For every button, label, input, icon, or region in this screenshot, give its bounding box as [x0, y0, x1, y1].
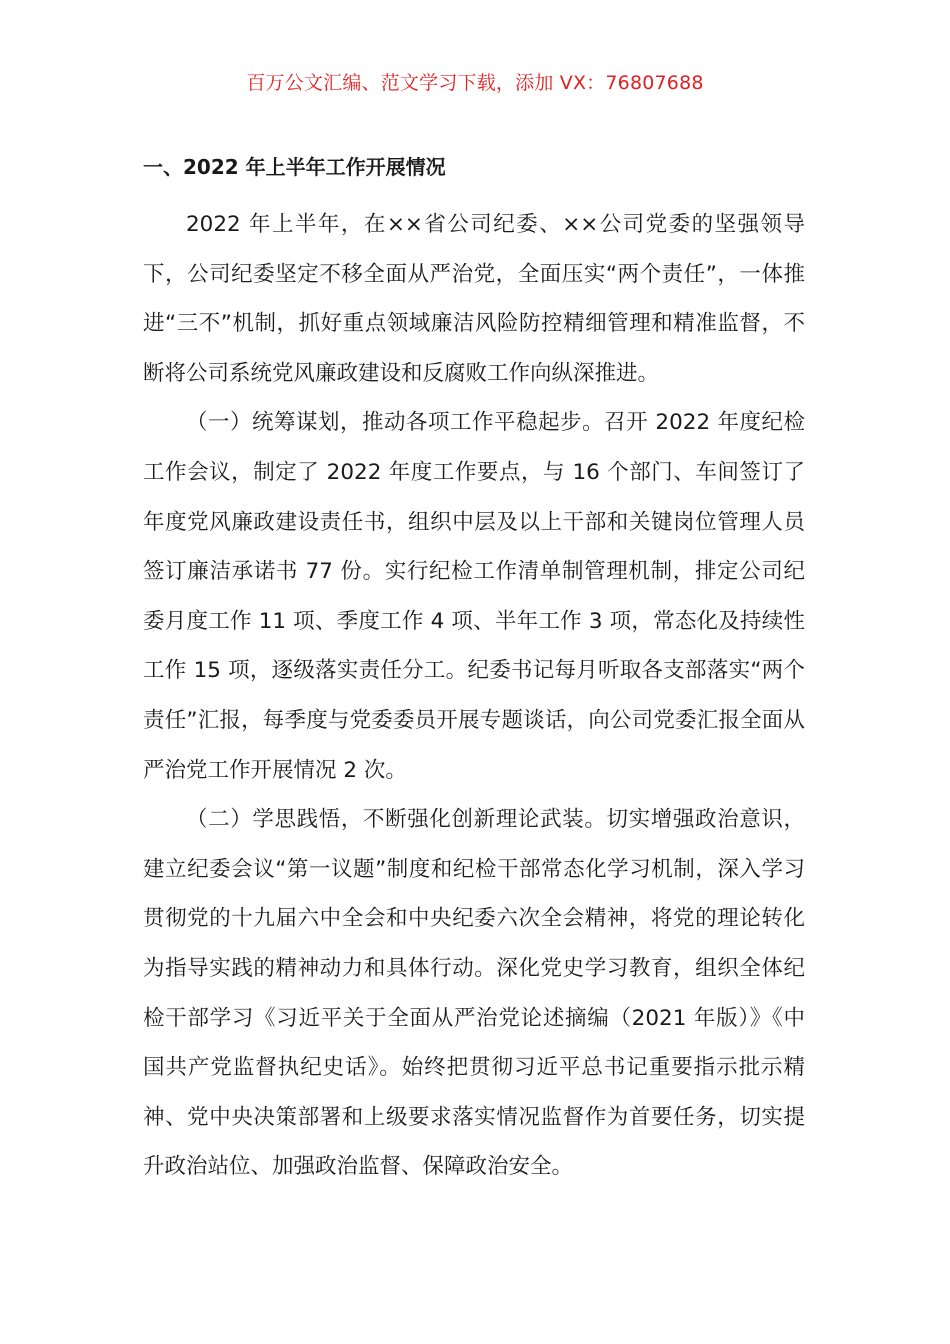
section-title: 一、2022 年上半年工作开展情况: [143, 155, 446, 179]
paragraph-item-1: （一）统筹谋划，推动各项工作平稳起步。召开 2022 年度纪检工作会议，制定了 2022 年度工作要点，与 16 个部门、车间签订了年度党风廉政建设责任书，组织中层及以上干部和关键岗位管理人员签订廉洁承诺书 77 份。实行纪检工作清单制管理机制，排定公司纪委月度工作 11 项、季度工作 4 项、半年工作 3 项，常态化及持续性工作 15 项，逐级落实责任分工。纪委书记每月听取各支部落实“两个责任”汇报，每季度与党委委员开展专题谈话，向公司党委汇报全面从严治党工作开展情况 2 次。: [143, 410, 805, 783]
watermark-header: 百万公文汇编、范文学习下载，添加 VX：76807688: [246, 72, 704, 94]
paragraph-intro: 2022 年上半年，在××省公司纪委、××公司党委的坚强领导下，公司纪委坚定不移全面从严治党，全面压实“两个责任”，一体推进“三不”机制，抓好重点领域廉洁风险防控精细管理和精准监督，不断将公司系统党风廉政建设和反腐败工作向纵深推进。: [143, 212, 805, 386]
document-body: [143, 150, 805, 1192]
paragraph-item-2: （二）学思践悟，不断强化创新理论武装。切实增强政治意识，建立纪委会议“第一议题”制度和纪检干部常态化学习机制，深入学习贯彻党的十九届六中全会和中央纪委六次全会精神，将党的理论转化为指导实践的精神动力和具体行动。深化党史学习教育，组织全体纪检干部学习《习近平关于全面从严治党论述摘编（2021 年版）》《中国共产党监督执纪史话》。始终把贯彻习近平总书记重要指示批示精神、党中央决策部署和上级要求落实情况监督作为首要任务，切实提升政治站位、加强政治监督、保障政治安全。: [143, 807, 805, 1180]
